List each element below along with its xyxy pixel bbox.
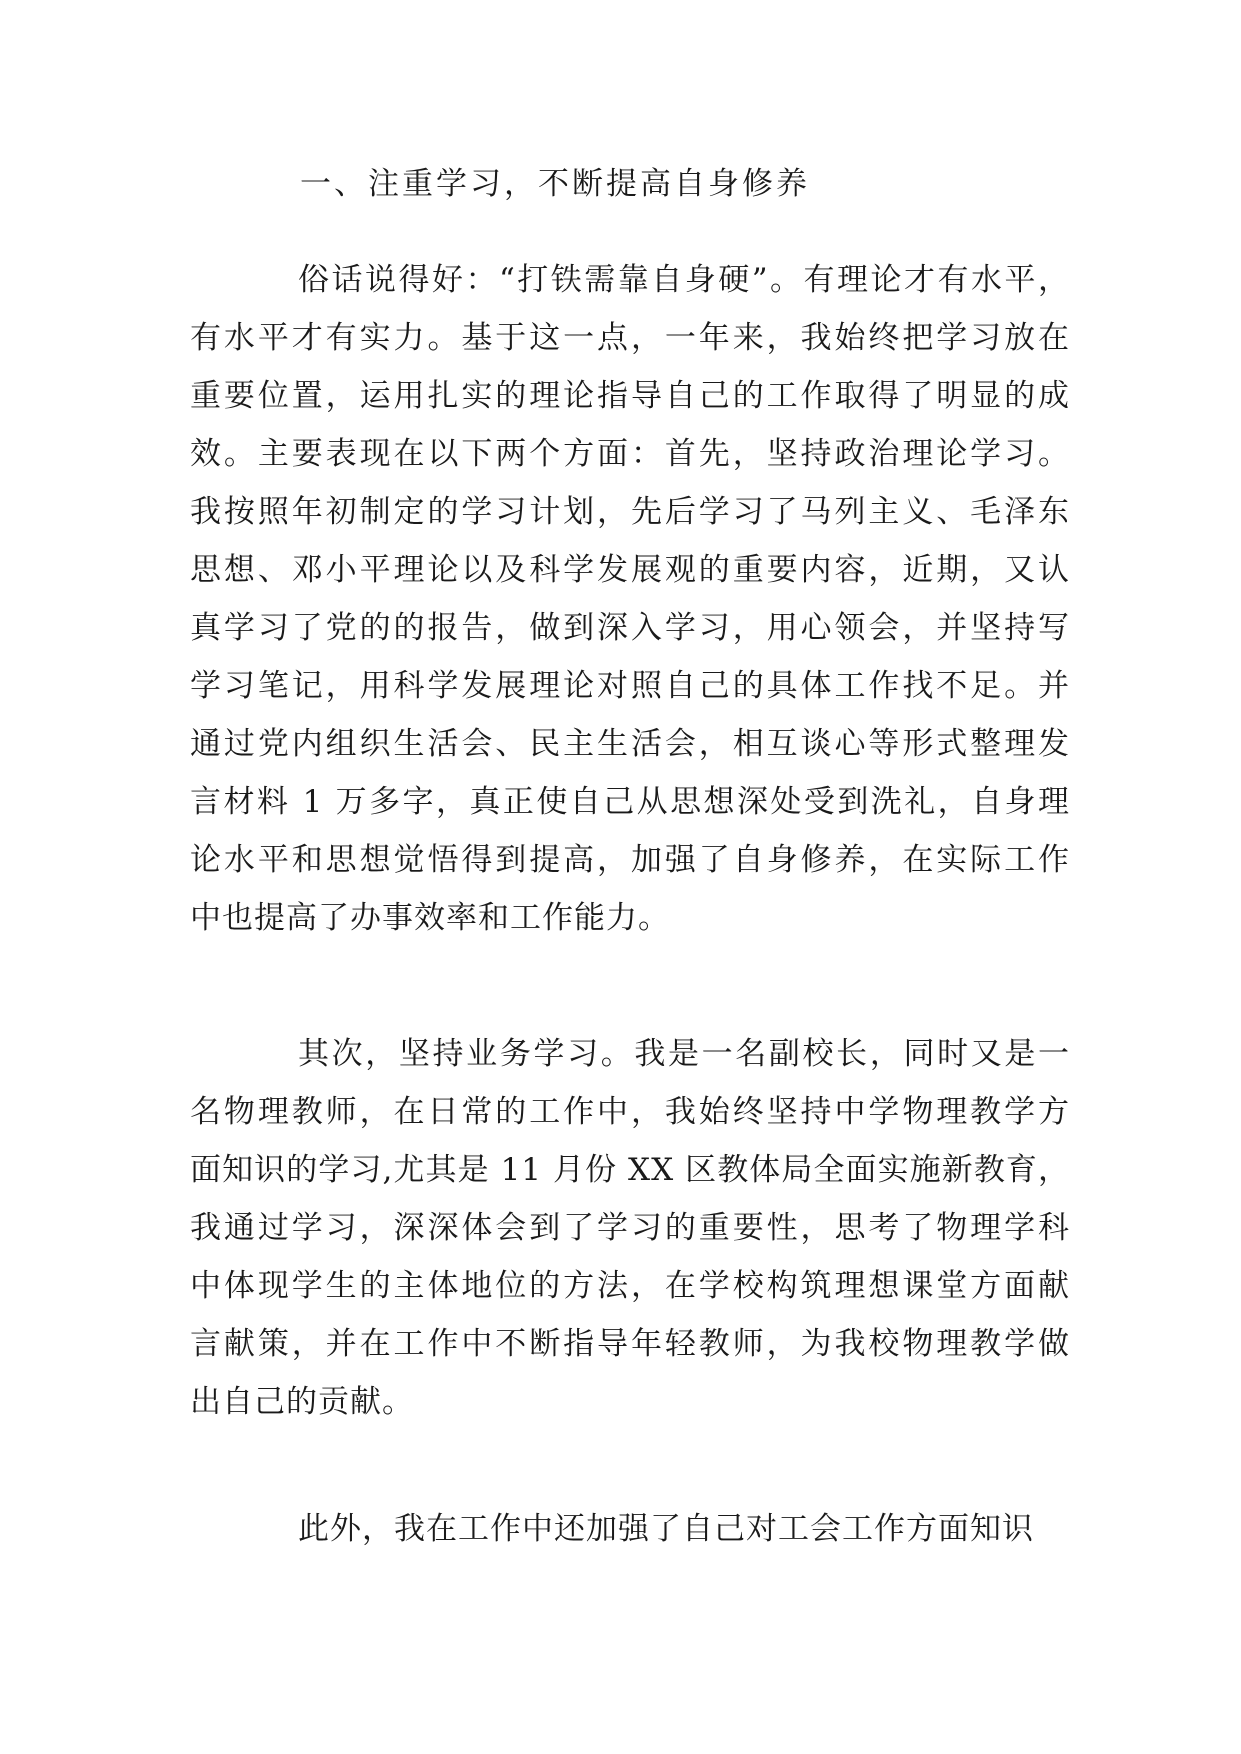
paragraph-line: 言材料 1 万多字，真正使自己从思想深处受到洗礼，自身理 bbox=[190, 784, 1070, 820]
paragraph-professional-study bbox=[190, 1025, 1070, 1431]
paragraph-line: 我按照年初制定的学习计划，先后学习了马列主义、毛泽东 bbox=[190, 494, 1070, 530]
paragraph-line: 学习笔记，用科学发展理论对照自己的具体工作找不足。并 bbox=[190, 668, 1070, 704]
paragraph-line: 通过党内组织生活会、民主生活会，相互谈心等形式整理发 bbox=[190, 726, 1070, 762]
paragraph-line: 中也提高了办事效率和工作能力。 bbox=[190, 900, 670, 936]
paragraph-line: 重要位置，运用扎实的理论指导自己的工作取得了明显的成 bbox=[190, 378, 1070, 414]
paragraph-line: 出自己的贡献。 bbox=[190, 1384, 414, 1420]
paragraph-line: 有水平才有实力。基于这一点，一年来，我始终把学习放在 bbox=[190, 320, 1070, 356]
paragraph-union-work bbox=[190, 1500, 1070, 1558]
paragraph-line: 思想、邓小平理论以及科学发展观的重要内容，近期，又认 bbox=[190, 552, 1070, 588]
paragraph-study bbox=[190, 251, 1070, 947]
paragraph-line: 言献策，并在工作中不断指导年轻教师，为我校物理教学做 bbox=[190, 1326, 1070, 1362]
paragraph-line: 此外，我在工作中还加强了自己对工会工作方面知识 bbox=[298, 1511, 1034, 1547]
paragraph-line: 中体现学生的主体地位的方法，在学校构筑理想课堂方面献 bbox=[190, 1268, 1070, 1304]
paragraph-line: 我通过学习，深深体会到了学习的重要性，思考了物理学科 bbox=[190, 1210, 1070, 1246]
paragraph-line: 俗话说得好：“打铁需靠自身硬”。有理论才有水平， bbox=[298, 262, 1070, 298]
paragraph-line: 其次，坚持业务学习。我是一名副校长，同时又是一 bbox=[298, 1036, 1070, 1072]
section-heading: 一、注重学习，不断提高自身修养 bbox=[300, 166, 810, 202]
paragraph-line: 名物理教师，在日常的工作中，我始终坚持中学物理教学方 bbox=[190, 1094, 1070, 1130]
paragraph-line: 面知识的学习,尤其是 11 月份 XX 区教体局全面实施新教育， bbox=[190, 1152, 1070, 1188]
paragraph-line: 真学习了党的的报告，做到深入学习，用心领会，并坚持写 bbox=[190, 610, 1070, 646]
paragraph-line: 效。主要表现在以下两个方面：首先，坚持政治理论学习。 bbox=[190, 436, 1070, 472]
paragraph-line: 论水平和思想觉悟得到提高，加强了自身修养，在实际工作 bbox=[190, 842, 1070, 878]
